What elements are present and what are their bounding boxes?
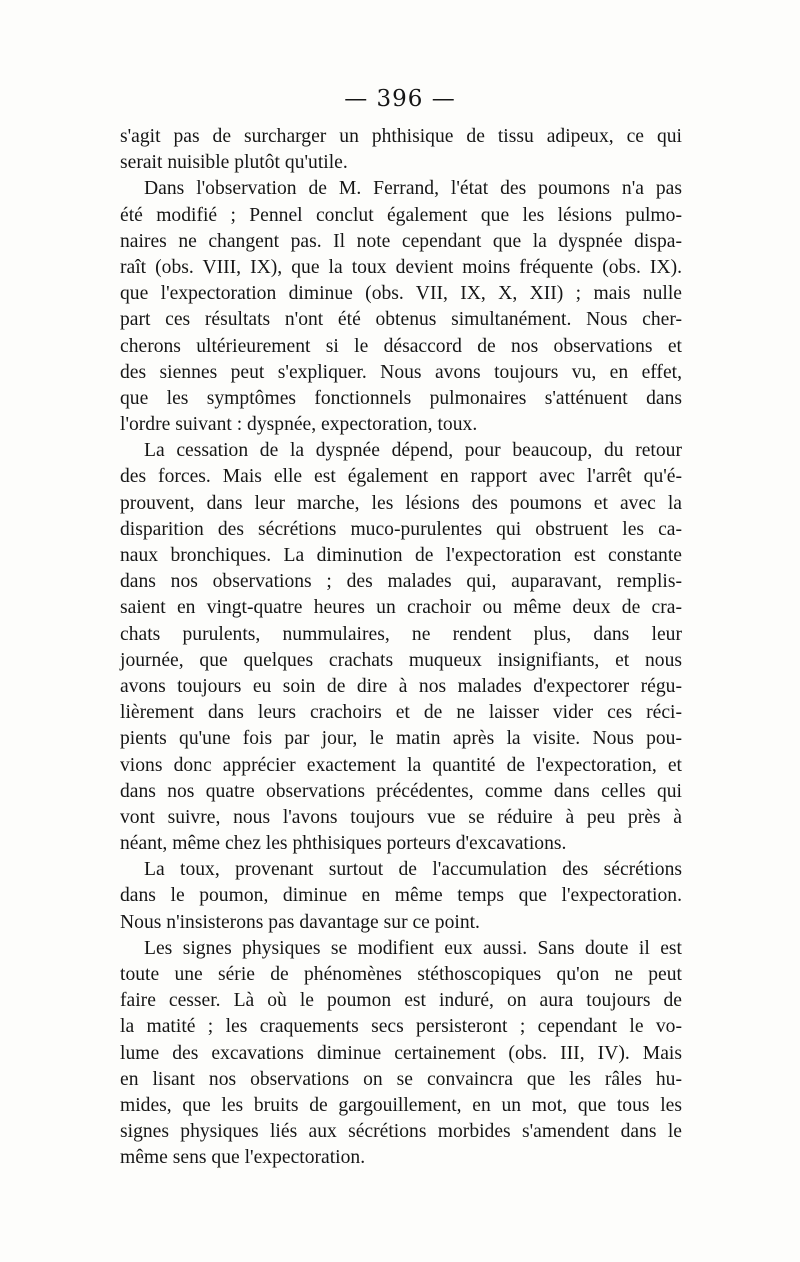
text-line: que les symptômes fonctionnels pulmonaires s'atténuent dans [120, 387, 682, 409]
text-line: s'agit pas de surcharger un phthisique de tissu adipeux, ce qui [120, 126, 682, 147]
text-line: disparition des sécrétions muco-purulentes qui obstruent les ca- [120, 518, 682, 540]
text-line: chats purulents, nummulaires, ne rendent plus, dans leur [120, 623, 682, 645]
text-line: vions donc apprécier exactement la quantité de l'expectoration, et [120, 754, 682, 776]
text-line: néant, même chez les phthisiques porteurs d'excavations. [120, 833, 567, 855]
text-line: la matité ; les craquements secs persisteront ; cependant le vo- [120, 1016, 682, 1038]
text-line: Dans l'observation de M. Ferrand, l'état des poumons n'a pas [144, 178, 682, 200]
paragraph [120, 176, 682, 438]
text-line: saient en vingt-quatre heures un crachoir ou même deux de cra- [120, 597, 682, 619]
text-line: naux bronchiques. La diminution de l'expectoration est constante [120, 545, 682, 566]
text-line: La toux, provenant surtout de l'accumulation des sécrétions [144, 859, 682, 881]
text-line: dans nos quatre observations précédentes, comme dans celles qui [120, 780, 682, 802]
text-line: des siennes peut s'expliquer. Nous avons toujours vu, en effet, [120, 361, 682, 383]
body-text [120, 124, 682, 1172]
text-line: dans le poumon, diminue en même temps que l'expectoration. [120, 885, 682, 907]
text-line: La cessation de la dyspnée dépend, pour beaucoup, du retour [144, 440, 682, 462]
text-line: vont suivre, nous l'avons toujours vue se réduire à peu près à [120, 806, 682, 828]
text-line: part ces résultats n'ont été obtenus simultanément. Nous cher- [120, 309, 682, 331]
text-line: journée, que quelques crachats muqueux insignifiants, et nous [120, 649, 682, 671]
text-line: serait nuisible plutôt qu'utile. [120, 152, 348, 174]
text-line: naires ne changent pas. Il note cependant que la dyspnée dispa- [120, 230, 682, 252]
page-number: — 396 — [344, 86, 456, 112]
text-line: faire cesser. Là où le poumon est induré, on aura toujours de [120, 990, 682, 1012]
text-line: même sens que l'expectoration. [120, 1147, 366, 1169]
text-line: été modifié ; Pennel conclut également que les lésions pulmo- [120, 204, 682, 226]
text-line: signes physiques liés aux sécrétions morbides s'amendent dans le [120, 1121, 682, 1143]
text-line: Les signes physiques se modifient eux aussi. Sans doute il est [144, 937, 682, 959]
text-line: des forces. Mais elle est également en rapport avec l'arrêt qu'é- [120, 466, 682, 488]
paragraph [120, 857, 682, 936]
text-line: cherons ultérieurement si le désaccord de nos observations et [120, 335, 682, 357]
text-line: dans nos observations ; des malades qui, auparavant, remplis- [120, 571, 682, 593]
text-line: raît (obs. VIII, IX), que la toux devient moins fréquente (obs. IX). [120, 256, 682, 278]
text-line: avons toujours eu soin de dire à nos malades d'expectorer régu- [120, 675, 682, 697]
paragraph [120, 124, 682, 176]
text-line: prouvent, dans leur marche, les lésions des poumons et avec la [120, 492, 682, 514]
text-line: Nous n'insisterons pas davantage sur ce point. [120, 911, 480, 933]
text-line: que l'expectoration diminue (obs. VII, IX, X, XII) ; mais nulle [120, 283, 682, 305]
text-line: toute une série de phénomènes stéthoscopiques qu'on ne peut [120, 964, 682, 985]
text-line: mides, que les bruits de gargouillement, en un mot, que tous les [120, 1094, 682, 1116]
paragraph [120, 438, 682, 857]
text-line: lièrement dans leurs crachoirs et de ne laisser vider ces réci- [120, 702, 682, 724]
paragraph [120, 936, 682, 1172]
text-line: l'ordre suivant : dyspnée, expectoration, toux. [120, 414, 478, 436]
text-line: lume des excavations diminue certainement (obs. III, IV). Mais [120, 1042, 682, 1064]
text-line: pients qu'une fois par jour, le matin après la visite. Nous pou- [120, 728, 682, 750]
text-line: en lisant nos observations on se convaincra que les râles hu- [120, 1068, 682, 1090]
